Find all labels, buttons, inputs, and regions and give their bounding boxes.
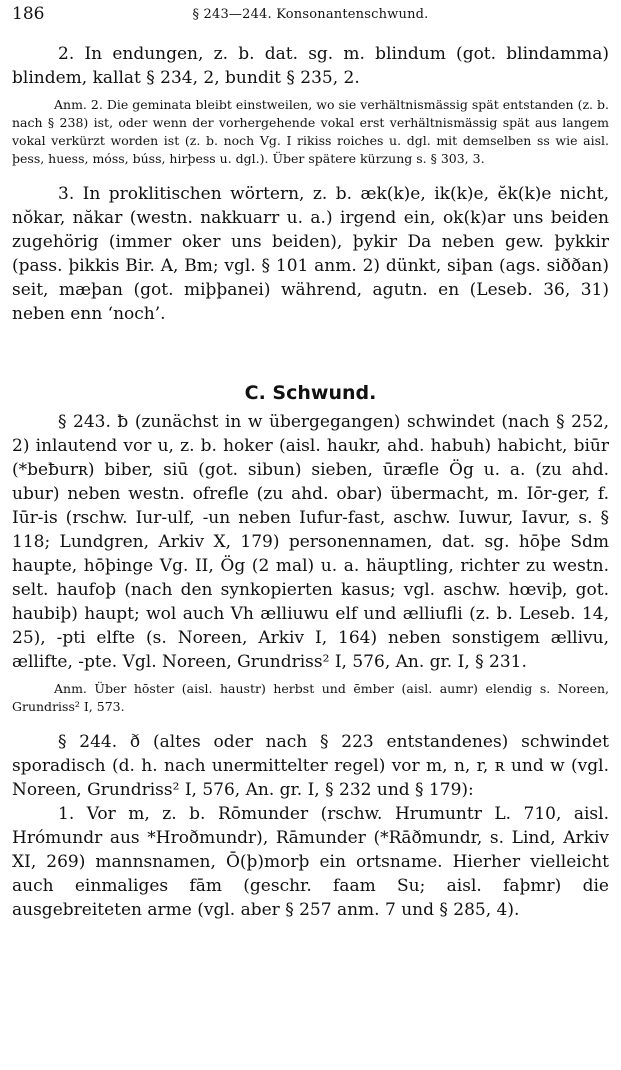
paragraph-proklitischen: 3. In proklitischen wörtern, z. b. æk(k)e, ik(k)e, ĕk(k)e nicht, nŏkar, năkar (westn. nakkuarr u. a.) irgend ein, ok(k)ar uns beiden zugehörig (immer oker uns beiden), þykir Da neben gew. þykkir (pass. þikkis Bir. A, Bm; vgl. § 101 anm. 2) dünkt, siþan (ags. siððan) seit, mæþan (got. miþþanei) während, agutn. en (Leseb. 36, 31) neben enn ‘noch’. bbox=[12, 184, 609, 324]
paragraph-endungen: 2. In endungen, z. b. dat. sg. m. blindum (got. blindamma) blindem, kallat § 234, 2, bundit § 235, 2. bbox=[12, 44, 609, 88]
section-heading: C. Schwund. bbox=[244, 382, 377, 404]
running-title: § 243—244. Konsonantenschwund. bbox=[192, 7, 429, 22]
page-header bbox=[12, 4, 609, 28]
paragraph-244-1: 1. Vor m, z. b. Rōmunder (rschw. Hrumuntr L. 710, aisl. Hrómundr aus *Hroðmundr), Rāmunder (*Rāðmundr, s. Lind, Arkiv XI, 269) mannsnamen, Ō(þ)morþ ein ortsname. Hierher vielleicht auch einmaliges fām (geschr. faam Su; aisl. faþmr) die ausgebreiteten arme (vgl. aber § 257 anm. 7 und § 285, 4). bbox=[12, 804, 609, 920]
page-number: 186 bbox=[12, 4, 45, 24]
paragraph-243: § 243. ƀ (zunächst in w übergegangen) schwindet (nach § 252, 2) inlautend vor u, z. b. hoker (aisl. haukr, ahd. habuh) habicht, biūr (*beƀurʀ) biber, siū (got. sibun) sieben, ūræfle Ög u. a. (zu ahd. ubur) neben westn. ofrefle (zu ahd. obar) übermacht, m. Iōr-ger, f. Iūr-is (rschw. Iur-ulf, -un neben Iufur-fast, aschw. Iuwur, Iavur, s. § 118; Lundgren, Arkiv X, 179) personennamen, dat. sg. hōþe Sdm haupte, hōþinge Vg. II, Ög (2 mal) u. a. häuptling, richter zu westn. selt. haufoþ (nach den synkopierten kasus; vgl. aschw. hœviþ, got. haubiþ) haupt; wol auch Vh ælliuwu elf und ælliufli (z. b. Leseb. 14, 25), -pti elfte (s. Noreen, Arkiv I, 164) neben sonstigem ællivu, ællifte, -pte. Vgl. Noreen, Grundriss² I, 576, An. gr. I, § 231. bbox=[12, 412, 609, 672]
paragraph-244: § 244. ð (altes oder nach § 223 entstandenes) schwindet sporadisch (d. h. nach unermittelter regel) vor m, n, r, ʀ und w (vgl. Noreen, Grundriss² I, 576, An. gr. I, § 232 und § 179): bbox=[12, 732, 609, 800]
note-anm-2: Anm. 2. Die geminata bleibt einstweilen, wo sie verhältnismässig spät entstanden (z. b. nach § 238) ist, oder wenn der vorhergehende vokal erst verhältnismässig spät aus langem vokal verkürzt worden ist (z. b. noch Vg. I rikiss roiches u. dgl. mit demselben ss wie aisl. þess, huess, móss, búss, hirþess u. dgl.). Über spätere kürzung s. § 303, 3. bbox=[12, 97, 609, 166]
note-anm-243: Anm. Über hōster (aisl. haustr) herbst und ēmber (aisl. aumr) elendig s. Noreen, Grundriss² I, 573. bbox=[12, 681, 609, 714]
page-body bbox=[12, 42, 609, 922]
